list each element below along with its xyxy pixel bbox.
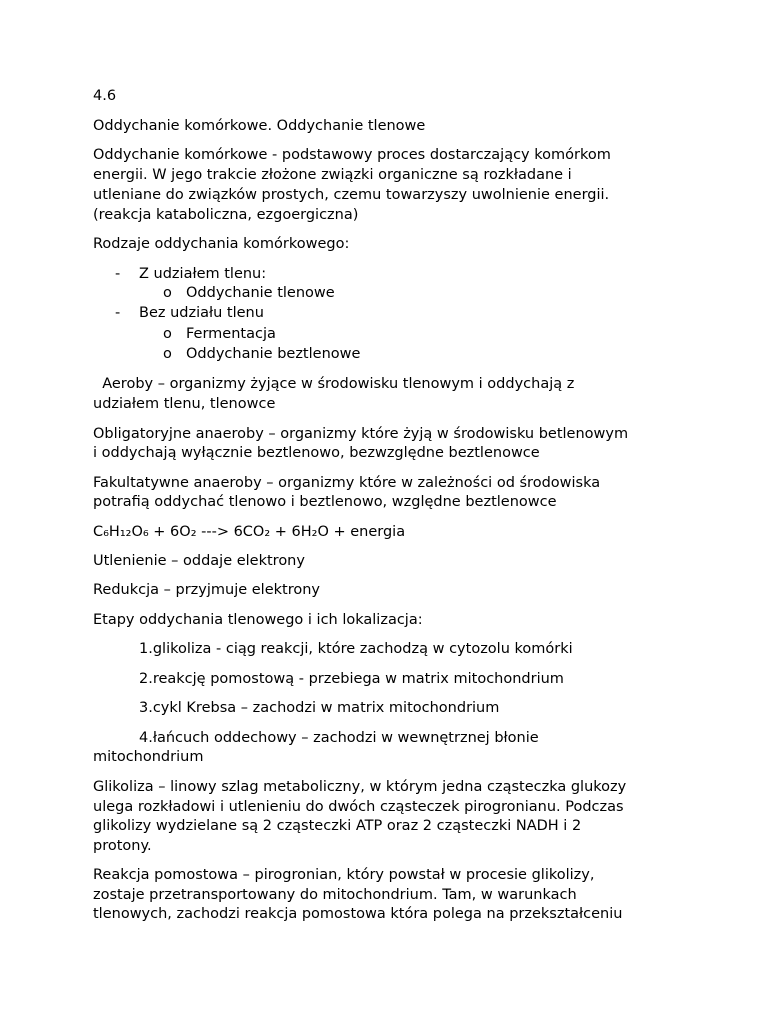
bridge-reaction-line: zostaje przetransportowany do mitochondrium. Tam, w warunkach xyxy=(93,887,577,903)
aerobes-line: udziałem tlenu, tlenowce xyxy=(93,396,276,412)
bridge-reaction-line: Reakcja pomostowa – pirogronian, który powstał w procesie glikolizy, xyxy=(93,867,595,883)
sub-list-item-label: Oddychanie beztlenowe xyxy=(186,346,361,362)
reduction-definition: Redukcja – przyjmuje elektrony xyxy=(93,582,320,598)
stage-item: 4.łańcuch oddechowy – zachodzi w wewnętrznej błonie xyxy=(139,730,539,746)
sub-list-item-label: Oddychanie tlenowe xyxy=(186,285,335,301)
list-item-label: Bez udziału tlenu xyxy=(139,305,264,321)
section-number: 4.6 xyxy=(93,88,117,104)
bullet-marker: o xyxy=(163,285,172,301)
stage-item: 1.glikoliza - ciąg reakcji, które zachodzą w cytozolu komórki xyxy=(139,641,573,657)
glycolysis-line: ulega rozkładowi i utlenieniu do dwóch cząsteczek pirogronianu. Podczas xyxy=(93,799,624,815)
doc-title: Oddychanie komórkowe. Oddychanie tlenowe xyxy=(93,118,426,134)
glycolysis-line: Glikoliza – linowy szlag metaboliczny, w którym jedna cząsteczka glukozy xyxy=(93,779,627,795)
glycolysis-line: glikolizy wydzielane są 2 cząsteczki ATP oraz 2 cząsteczki NADH i 2 xyxy=(93,818,582,834)
dash-marker: - xyxy=(115,305,121,321)
sub-list-item xyxy=(163,283,335,303)
types-heading: Rodzaje oddychania komórkowego: xyxy=(93,236,350,252)
sub-list-item-label: Fermentacja xyxy=(186,326,276,342)
sub-list-item xyxy=(163,324,276,344)
aerobes-line: Aeroby – organizmy żyjące w środowisku tlenowym i oddychają z xyxy=(93,376,575,392)
stages-heading: Etapy oddychania tlenowego i ich lokalizacja: xyxy=(93,612,423,628)
facultative-line: potrafią oddychać tlenowo i beztlenowo, względne beztlenowce xyxy=(93,494,557,510)
dash-marker: - xyxy=(115,266,121,282)
intro-line: (reakcja kataboliczna, ezgoergiczna) xyxy=(93,207,359,223)
stage-item-continued: mitochondrium xyxy=(93,749,204,765)
list-item-label: Z udziałem tlenu: xyxy=(139,266,267,282)
obligate-line: i oddychają wyłącznie beztlenowo, bezwzględne beztlenowce xyxy=(93,445,540,461)
intro-line: energii. W jego trakcie złożone związki organiczne są rozkładane i xyxy=(93,167,572,183)
stage-item: 2.reakcję pomostową - przebiega w matrix mitochondrium xyxy=(139,671,564,687)
bridge-reaction-line: tlenowych, zachodzi reakcja pomostowa która polega na przekształceniu xyxy=(93,906,623,922)
list-item xyxy=(115,264,266,284)
chemical-equation: C₆H₁₂O₆ + 6O₂ ---> 6CO₂ + 6H₂O + energia xyxy=(93,524,406,540)
obligate-line: Obligatoryjne anaeroby – organizmy które żyją w środowisku betlenowym xyxy=(93,426,629,442)
intro-line: utleniane do związków prostych, czemu towarzyszy uwolnienie energii. xyxy=(93,187,610,203)
intro-line: Oddychanie komórkowe - podstawowy proces dostarczający komórkom xyxy=(93,147,611,163)
sub-list-item xyxy=(163,344,360,364)
stage-item: 3.cykl Krebsa – zachodzi w matrix mitochondrium xyxy=(139,700,500,716)
bullet-marker: o xyxy=(163,346,172,362)
list-item xyxy=(115,303,264,323)
oxidation-definition: Utlenienie – oddaje elektrony xyxy=(93,553,305,569)
facultative-line: Fakultatywne anaeroby – organizmy które w zależności od środowiska xyxy=(93,475,601,491)
bullet-marker: o xyxy=(163,326,172,342)
glycolysis-line: protony. xyxy=(93,838,152,854)
